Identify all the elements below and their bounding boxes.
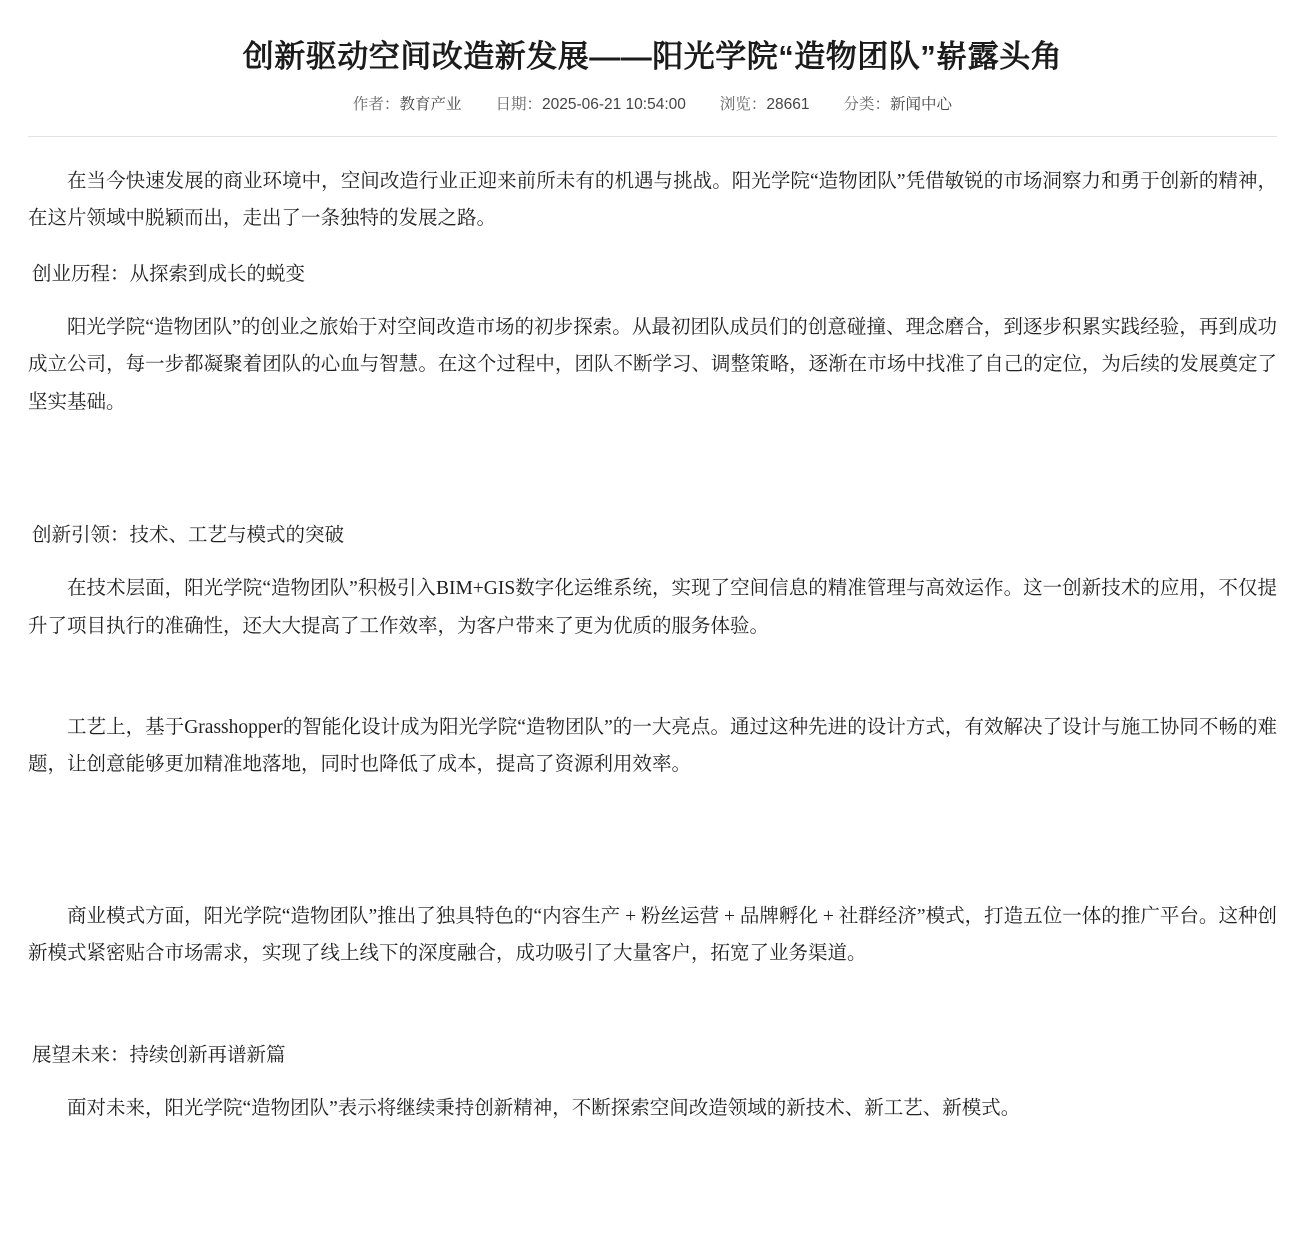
content-gap-3 bbox=[28, 802, 1277, 898]
content-gap-1 bbox=[28, 439, 1277, 517]
paragraph-technology: 在技术层面，阳光学院“造物团队”积极引入BIM+GIS数字化运维系统，实现了空间信息的精准管理与高效运作。这一创新技术的应用，不仅提升了项目执行的准确性，还大大提高了工作效率，为客户带来了更为优质的服务体验。 bbox=[28, 578, 1277, 637]
paragraph-history: 阳光学院“造物团队”的创业之旅始于对空间改造市场的初步探索。从最初团队成员们的创意碰撞、理念磨合，到逐步积累实践经验，再到成功成立公司，每一步都凝聚着团队的心血与智慧。在这个过程中，团队不断学习、调整策略，逐渐在市场中找准了自己的定位，为后续的发展奠定了坚实基础。 bbox=[28, 316, 1277, 413]
meta-date-value: 2025-06-21 10:54:00 bbox=[541, 95, 686, 113]
meta-views-value: 28661 bbox=[766, 95, 810, 113]
meta-author-label: 作者： bbox=[352, 95, 400, 113]
paragraph-craft: 工艺上，基于Grasshopper的智能化设计成为阳光学院“造物团队”的一大亮点。通过这种先进的设计方式，有效解决了设计与施工协同不畅的难题，让创意能够更加精准地落地，同时也降低了成本，提高了资源利用效率。 bbox=[28, 717, 1277, 776]
section-heading-innovation: 创新引领：技术、工艺与模式的突破 bbox=[32, 525, 345, 547]
article-body bbox=[0, 137, 1305, 1185]
meta-author-value: 教育产业 bbox=[399, 95, 462, 113]
meta-date bbox=[495, 92, 685, 114]
meta-views-label: 浏览： bbox=[719, 95, 767, 113]
section-heading-history: 创业历程：从探索到成长的蜕变 bbox=[32, 263, 306, 285]
section-heading-future: 展望未来：持续创新再谱新篇 bbox=[32, 1044, 286, 1066]
article-meta bbox=[30, 92, 1275, 136]
paragraph-intro: 在当今快速发展的商业环境中，空间改造行业正迎来前所未有的机遇与挑战。阳光学院“造物团队”凭借敏锐的市场洞察力和勇于创新的精神，在这片领域中脱颖而出，走出了一条独特的发展之路。 bbox=[28, 170, 1277, 230]
meta-category bbox=[844, 92, 953, 114]
article-header bbox=[0, 0, 1305, 136]
content-gap-2 bbox=[28, 663, 1277, 709]
content-gap-4 bbox=[28, 991, 1277, 1037]
meta-category-label: 分类： bbox=[843, 95, 891, 113]
paragraph-business-model: 商业模式方面，阳光学院“造物团队”推出了独具特色的“内容生产 + 粉丝运营 + 品牌孵化 + 社群经济”模式，打造五位一体的推广平台。这种创新模式紧密贴合市场需求，实现了线上线下的深度融合，成功吸引了大量客户，拓宽了业务渠道。 bbox=[28, 905, 1277, 965]
paragraph-future: 面对未来，阳光学院“造物团队”表示将继续秉持创新精神，不断探索空间改造领域的新技术、新工艺、新模式。 bbox=[67, 1097, 1021, 1119]
meta-date-label: 日期： bbox=[495, 95, 542, 113]
page-title: 创新驱动空间改造新发展——阳光学院“造物团队”崭露头角 bbox=[242, 39, 1063, 74]
meta-views bbox=[720, 92, 810, 114]
meta-author bbox=[353, 92, 462, 114]
meta-category-value: 新闻中心 bbox=[890, 95, 953, 113]
